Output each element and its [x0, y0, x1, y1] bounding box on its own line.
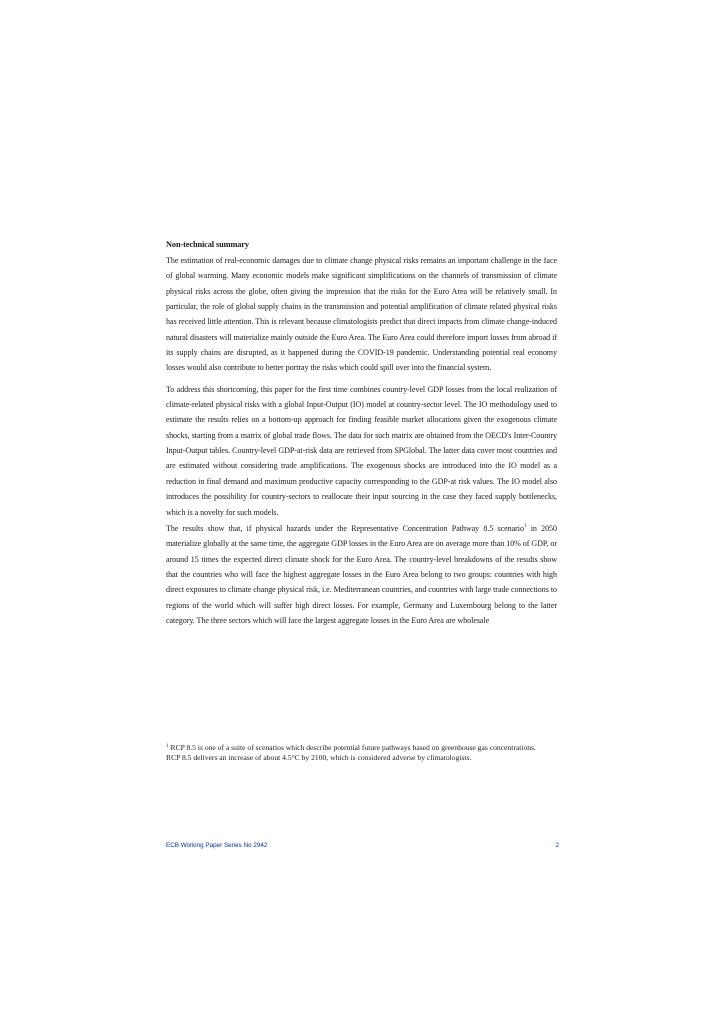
footnote-reference[interactable]: 1 [523, 523, 527, 529]
results-lead: The results show that, if physical hazards under the Representative Concentration Pathway 8.5 scenario [166, 523, 524, 533]
page-number: 2 [555, 842, 559, 849]
paragraph-1: The estimation of real-economic damages due to climate change physical risks remains an important challenge in the face of global warming. Many economic models make significant simplifications on the channels of transmission of climate physical risks across the globe, often giving the impression that the risks for the Euro Area will be relatively small. In particular, the role of global supply chains in the transmission and potential amplification of climate related physical risks has received little attention. This is relevant because climatologists predict that direct impacts from climate change-induced natural disasters will materialize mainly outside the Euro Area. The Euro Area could therefore import losses from abroad if its supply chains are disrupted, as it happened during the COVID-19 pandemic. Understanding potential real economy losses would also contribute to better portray the risks which could spill over into the financial system. [166, 256, 557, 373]
section-heading: Non-technical summary [166, 240, 249, 249]
footnote-mark: 1 [166, 744, 169, 749]
paragraph-2: To address this shortcoming, this paper for the first time combines country-level GDP losses from the local realization of climate-related physical risks with a global Input-Output (IO) model at country-sector level. The IO methodology used to estimate the results relies on a bottom-up approach for finding feasible market allocations given the exogenous climate shocks, starting from a matrix of global trade flows. The data for such matrix are obtained from the OECD's Inter-Country Input-Output tables. Country-level GDP-at-risk data are retrieved from SPGlobal. The latter data cover most countries and are estimated without considering trade amplifications. The exogenous shocks are introduced into the IO model as a reduction in final demand and maximum productive capacity corresponding to the GDP-at risk values. The IO model also introduces the possibility for country-sectors to reallocate their input sourcing in the case they faced supply bottlenecks, which is a novelty for such models. [166, 384, 557, 517]
series-label: ECB Working Paper Series No 2942 [166, 842, 268, 849]
main-content [166, 238, 557, 628]
paragraph-3 [166, 521, 557, 628]
results-body: in 2050 materialize globally at the same time, the aggregate GDP losses in the Euro Area are on average more than 10% of GDP, or around 15 times the expected direct climate shock for the Euro Area. The country-level breakdowns of the results show that the countries who will face the highest aggregate losses in the Euro Area belong to two groups: countries with high direct exposures to climate change physical risk, i.e. Mediterranean countries, and countries with large trade connections to regions of the world which will suffer high direct losses. For example, Germany and Luxembourg belong to the latter category. The three sectors which will face the largest aggregate losses in the Euro Area are wholesale [166, 523, 558, 625]
footnote [166, 743, 538, 763]
footnote-text: RCP 8.5 is one of a suite of scenarios which describe potential future pathways based on greenhouse gas concentrations. RCP 8.5 delivers an increase of about 4.5°C by 2100, which is considered adverse by climatologists. [166, 743, 536, 763]
